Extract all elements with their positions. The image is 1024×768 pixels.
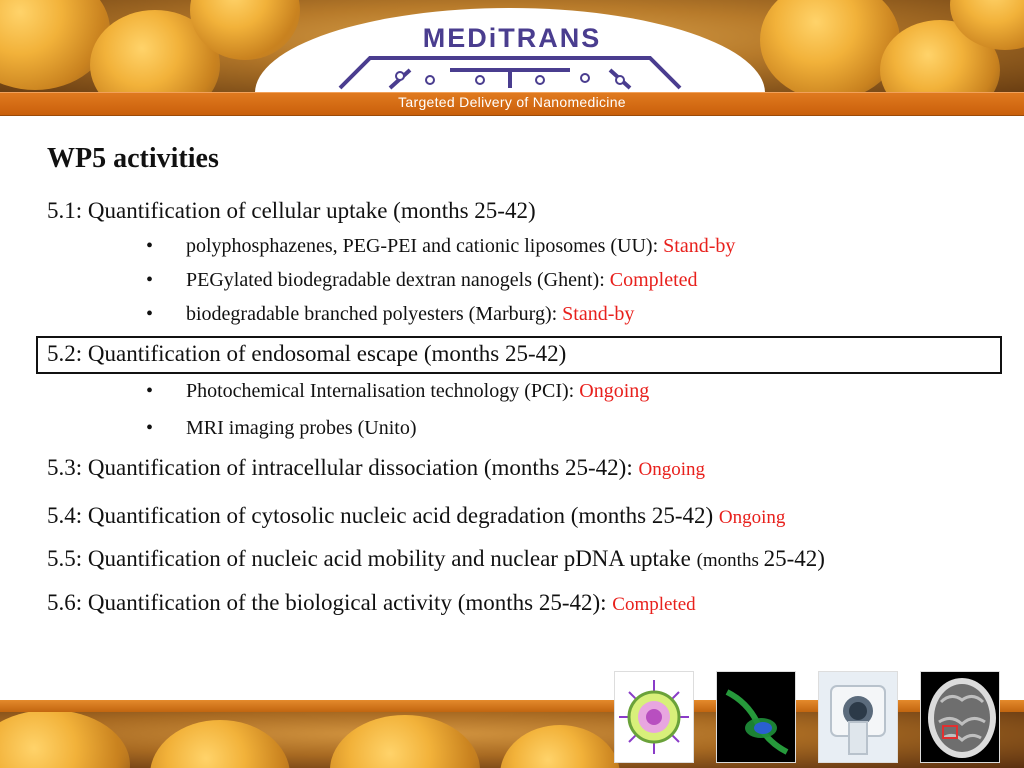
item-5-4: 5.4: Quantification of cytosolic nucleic acid degradation (months 25-42) Ongoing [47, 503, 786, 528]
item-5-6: 5.6: Quantification of the biological activity (months 25-42): Completed [47, 590, 696, 615]
subitem-5-1-ghent: • PEGylated biodegradable dextran nanogels (Ghent): Completed [146, 269, 698, 291]
logo-circuit-icon [330, 48, 690, 92]
tagline: Targeted Delivery of Nanomedicine [398, 94, 626, 110]
item-5-3: 5.3: Quantification of intracellular dissociation (months 25-42): Ongoing [47, 455, 705, 480]
subitem-5-2-pci: • Photochemical Internalisation technology (PCI): Ongoing [146, 380, 650, 402]
status-badge: Stand-by [562, 303, 635, 325]
page-title: WP5 activities [47, 143, 219, 174]
status-badge: Ongoing [718, 507, 786, 528]
logo-text: MEDiTRANS [422, 23, 602, 53]
item-5-1: 5.1: Quantification of cellular uptake (months 25-42) [47, 198, 536, 223]
item-5-2: 5.2: Quantification of endosomal escape (months 25-42) [47, 341, 567, 366]
status-badge: Completed [612, 594, 696, 615]
subitem-5-1-marburg: • biodegradable branched polyesters (Marburg): Stand-by [146, 303, 635, 325]
subitem-5-1-uu: • polyphosphazenes, PEG-PEI and cationic liposomes (UU): Stand-by [146, 235, 736, 257]
mri-scanner-icon [818, 671, 898, 763]
brain-scan-icon [920, 671, 1000, 763]
status-badge: Stand-by [663, 235, 736, 257]
status-badge: Ongoing [638, 459, 705, 480]
status-badge: Completed [609, 269, 698, 291]
fluorescent-cell-icon [716, 671, 796, 763]
subitem-5-2-mri: • MRI imaging probes (Unito) [146, 417, 417, 439]
status-badge: Ongoing [579, 380, 650, 402]
item-5-5: 5.5: Quantification of nucleic acid mobility and nuclear pDNA uptake (months 25-42) [47, 546, 825, 571]
nanoparticle-icon [614, 671, 694, 763]
